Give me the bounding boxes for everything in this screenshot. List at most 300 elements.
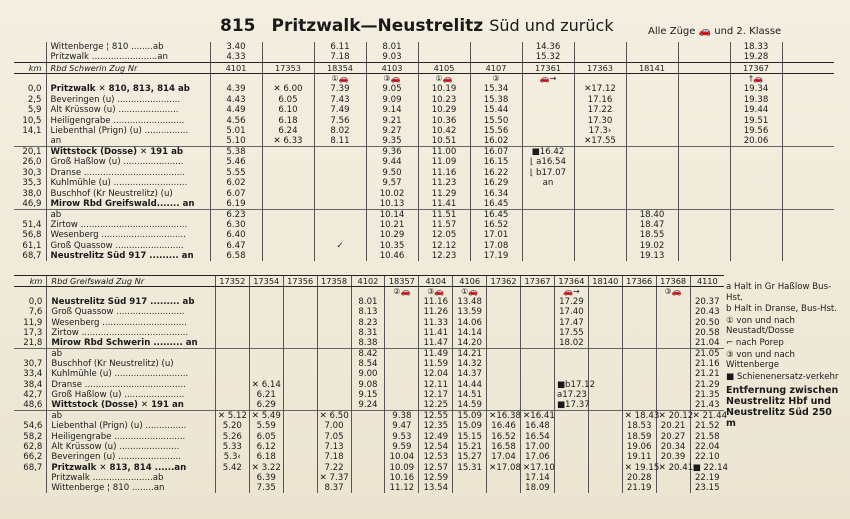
time-cell: 6.24 [262,126,314,136]
station-cell: Heiligengrabe .......................... [47,432,216,442]
time-cell: 5.59 [249,421,283,431]
time-cell [656,338,690,349]
station-cell: Kuhlmühle (u) ........................... [47,369,216,379]
time-cell: 9.57 [366,178,418,188]
time-cell: ✕ 19.15 [622,463,656,473]
station-cell: Beveringen (u) ....................... [46,95,210,105]
time-cell: 15.56 [470,126,522,136]
km-cell: 14,1 [22,125,42,136]
time-cell: ■ 22.14 [690,463,724,473]
time-cell [656,483,690,493]
time-cell [351,452,385,462]
time-cell: 🚗→ [522,74,574,85]
km-cell [14,136,46,147]
timetable-row [14,400,724,411]
time-cell: 9.14 [366,105,418,115]
time-cell: 5.10 [210,136,262,147]
time-cell [249,307,283,317]
time-cell [283,421,317,431]
time-cell: 21.29 [690,380,724,390]
time-cell: 12.53 [419,452,453,462]
time-cell: 17352 [215,276,249,287]
time-cell [487,473,521,483]
time-cell [678,52,730,63]
timetable-row [14,349,724,360]
station-cell: Beveringen (u) ....................... [47,452,216,462]
time-cell: 17363 [574,63,626,74]
time-cell: 6.11 [314,42,366,52]
station-cell: Liebenthal (Prign) (u) ................ [46,126,210,136]
time-cell: 10.02 [366,189,418,199]
station-cell: Groß Haßlow (u) ...................... [47,390,216,400]
station-cell: Mirow Rbd Greifswald....... an [46,199,210,210]
time-cell [521,318,555,328]
timetable-row [14,136,834,147]
time-cell [554,452,588,462]
time-cell [626,42,678,52]
time-cell [588,411,622,422]
time-cell [622,380,656,390]
time-cell: ✕ 3.22 [249,463,283,473]
time-cell [351,421,385,431]
time-cell: 11.26 [419,307,453,317]
time-cell [249,328,283,338]
km-cell: 2,5 [27,94,42,105]
time-cell: 16.02 [470,136,522,147]
time-cell [521,307,555,317]
time-cell [283,452,317,462]
time-cell [574,157,626,167]
time-cell [626,168,678,178]
time-cell: 9.21 [366,116,418,126]
km-cell: 33,4 [23,369,43,380]
time-cell: 9.38 [385,411,419,422]
time-cell [626,52,678,63]
time-cell: 10.51 [418,136,470,147]
km-cell: 38,0 [22,188,42,199]
time-cell [283,359,317,369]
time-cell [317,287,351,298]
timetable-row [14,126,834,136]
time-cell [470,52,522,63]
time-cell: 9.36 [366,147,418,158]
time-cell [522,136,574,147]
time-cell [262,241,314,251]
time-cell: 12.55 [419,411,453,422]
time-cell [262,220,314,230]
time-cell [317,328,351,338]
time-cell [554,483,588,493]
time-cell: 14.06 [453,318,487,328]
time-cell: 16.52 [470,220,522,230]
timetable-row [14,84,834,94]
timetable-row [14,276,724,287]
timetable-row [14,168,834,178]
time-cell [215,359,249,369]
km-cell: 46,9 [22,198,42,209]
time-cell: 17.19 [470,251,522,261]
time-cell: 15.09 [453,421,487,431]
legend-item: b Halt in Dranse, Bus-Hst. [726,304,838,315]
time-cell: 10.13 [366,199,418,210]
time-cell [656,328,690,338]
time-cell: 3.40 [210,42,262,52]
time-cell: 9.03 [366,52,418,63]
time-cell: 12.12 [418,241,470,251]
time-cell [574,230,626,240]
time-cell [588,328,622,338]
time-cell [487,400,521,411]
time-cell [283,411,317,422]
time-cell: 20.37 [690,297,724,307]
time-cell [574,168,626,178]
class-note: Alle Züge 🚗 und 2. Klasse [648,26,782,37]
time-cell [782,199,834,210]
time-cell [656,349,690,360]
time-cell: ✕16.41 [521,411,555,422]
time-cell: 10.04 [385,452,419,462]
time-cell: 9.35 [366,136,418,147]
km-cell: 51,4 [22,219,42,230]
time-cell [283,400,317,411]
time-cell: an [522,178,574,188]
time-cell: 19.51 [730,116,782,126]
time-cell: 11.47 [419,338,453,349]
time-cell [622,307,656,317]
time-cell [385,349,419,360]
time-cell: 5.3‹ [215,452,249,462]
time-cell [314,147,366,158]
time-cell: 6.19 [210,199,262,210]
time-cell [678,199,730,210]
time-cell [622,297,656,307]
time-cell [678,157,730,167]
time-cell [588,473,622,483]
station-cell: Wittenberge ¦ 810 ........ab [46,42,210,52]
time-cell [262,168,314,178]
time-cell [678,209,730,220]
time-cell [782,74,834,85]
timetable-row [14,52,834,63]
time-cell [521,297,555,307]
time-cell [588,400,622,411]
time-cell: 18.47 [626,220,678,230]
time-cell [626,157,678,167]
legend-item: ③ von und nach Wittenberge [726,349,795,371]
route-subtitle: Süd und zurück [489,16,614,35]
time-cell: 16.29 [470,178,522,188]
time-cell: 18140 [588,276,622,287]
time-cell: ①🚗 [418,74,470,85]
time-cell: 11.29 [418,189,470,199]
time-cell [622,338,656,349]
time-cell [522,199,574,210]
time-cell [626,189,678,199]
station-cell: Pritzwalk ✕ 810, 813, 814 ab [46,84,210,94]
time-cell [314,251,366,261]
time-cell: 17367 [521,276,555,287]
timetable-row [14,338,724,349]
time-cell [262,251,314,261]
time-cell: 10.19 [418,84,470,94]
time-cell: 11.49 [419,349,453,360]
time-cell [782,84,834,94]
time-cell [487,318,521,328]
route-title: Pritzwalk—Neustrelitz [271,16,484,36]
time-cell [314,178,366,188]
time-cell: ③🚗 [366,74,418,85]
time-cell: 8.13 [351,307,385,317]
timetable-row [14,116,834,126]
time-cell: 17.08 [470,241,522,251]
time-cell [385,307,419,317]
station-cell: Liebenthal (Prign) (u) ............... [47,421,216,431]
time-cell [730,178,782,188]
station-cell: Kuhlmühle (u) ........................... [46,178,210,188]
time-cell [588,369,622,379]
time-cell: 6.07 [210,189,262,199]
time-cell: 9.00 [351,369,385,379]
time-cell [588,452,622,462]
time-cell [283,369,317,379]
time-cell: 14.37 [453,369,487,379]
time-cell [487,349,521,360]
time-cell [782,168,834,178]
time-cell [730,199,782,210]
time-cell: 17364 [554,276,588,287]
time-cell [678,251,730,261]
km-cell: 0,0 [27,84,42,95]
time-cell: 4.56 [210,116,262,126]
time-cell [351,411,385,422]
time-cell [487,380,521,390]
station-cell: Alt Krüssow (u) ...................... [47,442,216,452]
timetable-row [14,473,724,483]
time-cell: 17.30 [574,116,626,126]
time-cell [656,390,690,400]
km-cell: 62,8 [23,441,43,452]
time-cell: 6.12 [249,442,283,452]
time-cell [622,400,656,411]
time-cell [782,126,834,136]
time-cell: 21.21 [690,369,724,379]
timetable-row [14,297,724,307]
time-cell [317,349,351,360]
time-cell: 12.11 [419,380,453,390]
time-cell: 12.54 [419,442,453,452]
time-cell [317,318,351,328]
time-cell: 11.41 [418,199,470,210]
time-cell [522,95,574,105]
time-cell [487,297,521,307]
time-cell: 14.44 [453,380,487,390]
time-cell [626,147,678,158]
time-cell: 17.22 [574,105,626,115]
time-cell: 10.29 [418,105,470,115]
time-cell: 8.31 [351,328,385,338]
time-cell [317,297,351,307]
time-cell: 19.38 [730,95,782,105]
time-cell [782,209,834,220]
timetable-row [14,230,834,240]
time-cell: 15.44 [470,105,522,115]
time-cell: 12.25 [419,400,453,411]
time-cell [656,380,690,390]
km-cell: 38,4 [23,379,43,390]
time-cell: 22.19 [690,473,724,483]
timetable-row [14,209,834,220]
time-cell [314,189,366,199]
time-cell: 23.15 [690,483,724,493]
time-cell [782,42,834,52]
time-cell: 21.16 [690,359,724,369]
time-cell [283,318,317,328]
time-cell: ✕ 6.50 [317,411,351,422]
time-cell: 21.05 [690,349,724,360]
table-number: 815 [220,16,256,36]
time-cell: ⌊ a16.54 [522,157,574,167]
time-cell [656,297,690,307]
time-cell: 19.11 [622,452,656,462]
time-cell [283,287,317,298]
time-cell [283,390,317,400]
time-cell: 18.53 [622,421,656,431]
time-cell: 14.21 [453,349,487,360]
km-cell: 48,6 [23,400,43,411]
time-cell [626,74,678,85]
timetable-row [14,483,724,493]
time-cell [215,390,249,400]
time-cell [574,251,626,261]
time-cell [554,369,588,379]
time-cell [588,432,622,442]
time-cell [782,105,834,115]
time-cell: 17.29 [554,297,588,307]
time-cell [351,463,385,473]
time-cell [622,369,656,379]
km-cell: 5,9 [27,105,42,116]
time-cell: 19.13 [626,251,678,261]
station-cell [47,287,216,298]
time-cell: 4110 [690,276,724,287]
time-cell [782,251,834,261]
time-cell: †🚗 [730,74,782,85]
time-cell [522,189,574,199]
time-cell: ✕ 5.49 [249,411,283,422]
time-cell: 6.47 [210,241,262,251]
time-cell [678,42,730,52]
station-cell: Alt Krüssow (u) ...................... [46,105,210,115]
time-cell [622,390,656,400]
station-cell: Groß Quassow ......................... [47,307,216,317]
time-cell: 15.27 [453,452,487,462]
time-cell: 18.09 [521,483,555,493]
km-cell: 68,7 [22,251,42,262]
station-cell: Wittstock (Dosse) ✕ 191 an [47,400,216,411]
station-cell: Wesenberg ............................... [46,230,210,240]
station-cell: Mirow Rbd Schwerin ......... an [47,338,216,349]
time-cell: 9.44 [366,157,418,167]
timetable-row [14,199,834,210]
time-cell [782,189,834,199]
km-cell: 17,3 [23,327,43,338]
time-cell: 20.43 [690,307,724,317]
time-cell [470,42,522,52]
time-cell [678,136,730,147]
time-cell: 9.59 [385,442,419,452]
time-cell [626,136,678,147]
legend-item: a Halt in Gr Haßlow Bus-Hst. [726,282,832,303]
time-cell [521,380,555,390]
time-cell: 6.30 [210,220,262,230]
km-cell: 54,6 [23,421,43,432]
station-cell: Heiligengrabe .......................... [46,116,210,126]
time-cell [521,369,555,379]
time-cell [730,209,782,220]
time-cell: 7.56 [314,116,366,126]
station-cell: Wittstock (Dosse) ✕ 191 ab [46,147,210,158]
time-cell: 8.42 [351,349,385,360]
station-cell: Wesenberg ............................... [47,318,216,328]
time-cell: 13.59 [453,307,487,317]
station-cell: Groß Haßlow (u) ...................... [46,157,210,167]
km-cell: 61,1 [22,240,42,251]
time-cell [574,178,626,188]
timetable-row [14,328,724,338]
time-cell: 4107 [470,63,522,74]
time-cell [283,442,317,452]
time-cell [522,220,574,230]
km-cell: 21,8 [23,338,43,349]
time-cell [678,84,730,94]
time-cell: ✕ 6.33 [262,136,314,147]
time-cell [574,74,626,85]
time-cell: 21.04 [690,338,724,349]
time-cell [588,318,622,328]
time-cell: 6.39 [249,473,283,483]
time-cell: 8.02 [314,126,366,136]
time-cell [678,105,730,115]
time-cell [317,338,351,349]
timetable-row [14,105,834,115]
km-cell: 7,6 [28,307,43,318]
time-cell: ■17.37 [554,400,588,411]
km-cell [14,287,47,298]
time-cell [554,442,588,452]
time-cell: 6.18 [249,452,283,462]
time-cell: 20.21 [656,421,690,431]
time-cell [314,230,366,240]
time-cell: 6.18 [262,116,314,126]
km-cell: 10,5 [22,115,42,126]
time-cell [522,116,574,126]
time-cell [782,220,834,230]
time-cell [574,220,626,230]
time-cell: 16.07 [470,147,522,158]
station-cell: Buschhof (Kr Neustrelitz) (u) [47,359,216,369]
distance-note: Entfernung zwischen Neustrelitz Hbf und Neustrelitz Süd 250 m [726,385,839,430]
time-cell [262,209,314,220]
legend-item: ① von und nach Neustadt/Dosse [726,315,795,337]
timetable-row [14,42,834,52]
time-cell: 4.49 [210,105,262,115]
time-cell: 9.50 [366,168,418,178]
time-cell: 9.15 [351,390,385,400]
time-cell [215,349,249,360]
time-cell: 11.16 [419,297,453,307]
time-cell [656,307,690,317]
time-cell: 19.02 [626,241,678,251]
